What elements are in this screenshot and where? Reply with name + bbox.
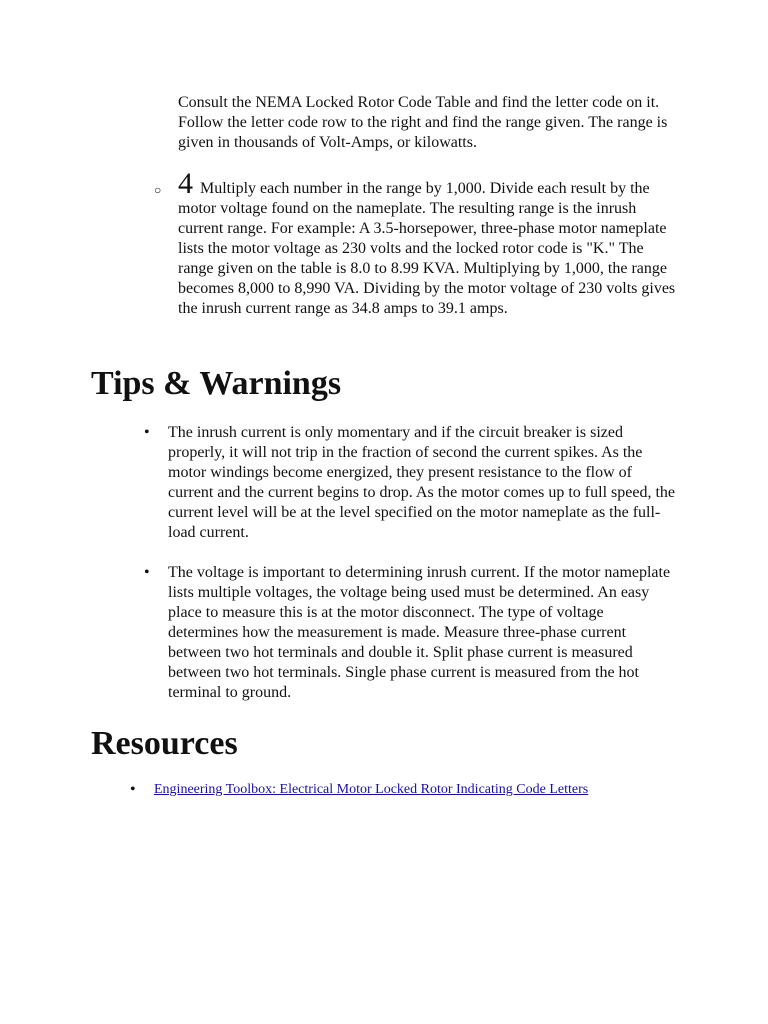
resource-link-engineering-toolbox[interactable]: Engineering Toolbox: Electrical Motor Locked Rotor Indicating Code Letters bbox=[154, 782, 589, 797]
bullet-dot-icon: • bbox=[130, 781, 136, 798]
step-body bbox=[178, 167, 678, 319]
step-intro-text: Consult the NEMA Locked Rotor Code Table and find the letter code on it. Follow the letter code row to the right and find the range given. The range is given in thousands of Volt-Amps, or kilowatts. bbox=[178, 94, 668, 151]
hollow-circle-bullet-icon: ○ bbox=[154, 183, 162, 197]
bullet-dot-icon: • bbox=[144, 424, 150, 441]
tips-heading: Tips & Warnings bbox=[91, 365, 342, 402]
tip-text: The voltage is important to determining inrush current. If the motor nameplate lists multiple voltages, the voltage being used must be determined. An easy place to measure this is at the motor disconnect. The type of voltage determines how the measurement is made. Measure three-phase current between two hot terminals and double it. Split phase current is measured between two hot terminals. Single phase current is measured from the hot terminal to ground. bbox=[168, 564, 671, 701]
step-text: Multiply each number in the range by 1,000. Divide each result by the motor voltage found on the nameplate. The resulting range is the inrush current range. For example: A 3.5-horsepower, three-phase motor nameplate lists the motor voltage as 230 volts and the locked rotor code is "K." The range given on the table is 8.0 to 8.99 KVA. Multiplying by 1,000, the range becomes 8,000 to 8,990 VA. Dividing by the motor voltage of 230 volts gives the inrush current range as 34.8 amps to 39.1 amps. bbox=[178, 180, 676, 317]
bullet-dot-icon: • bbox=[144, 564, 150, 581]
tip-text: The inrush current is only momentary and if the circuit breaker is sized properly, it will not trip in the fraction of second the current spikes. As the motor windings become energized, they present resistance to the flow of current and the current begins to drop. As the motor comes up to full speed, the current level will be at the level specified on the motor nameplate as the full-load current. bbox=[168, 424, 675, 541]
resources-heading: Resources bbox=[91, 725, 238, 762]
step-number: 4 bbox=[178, 167, 193, 200]
